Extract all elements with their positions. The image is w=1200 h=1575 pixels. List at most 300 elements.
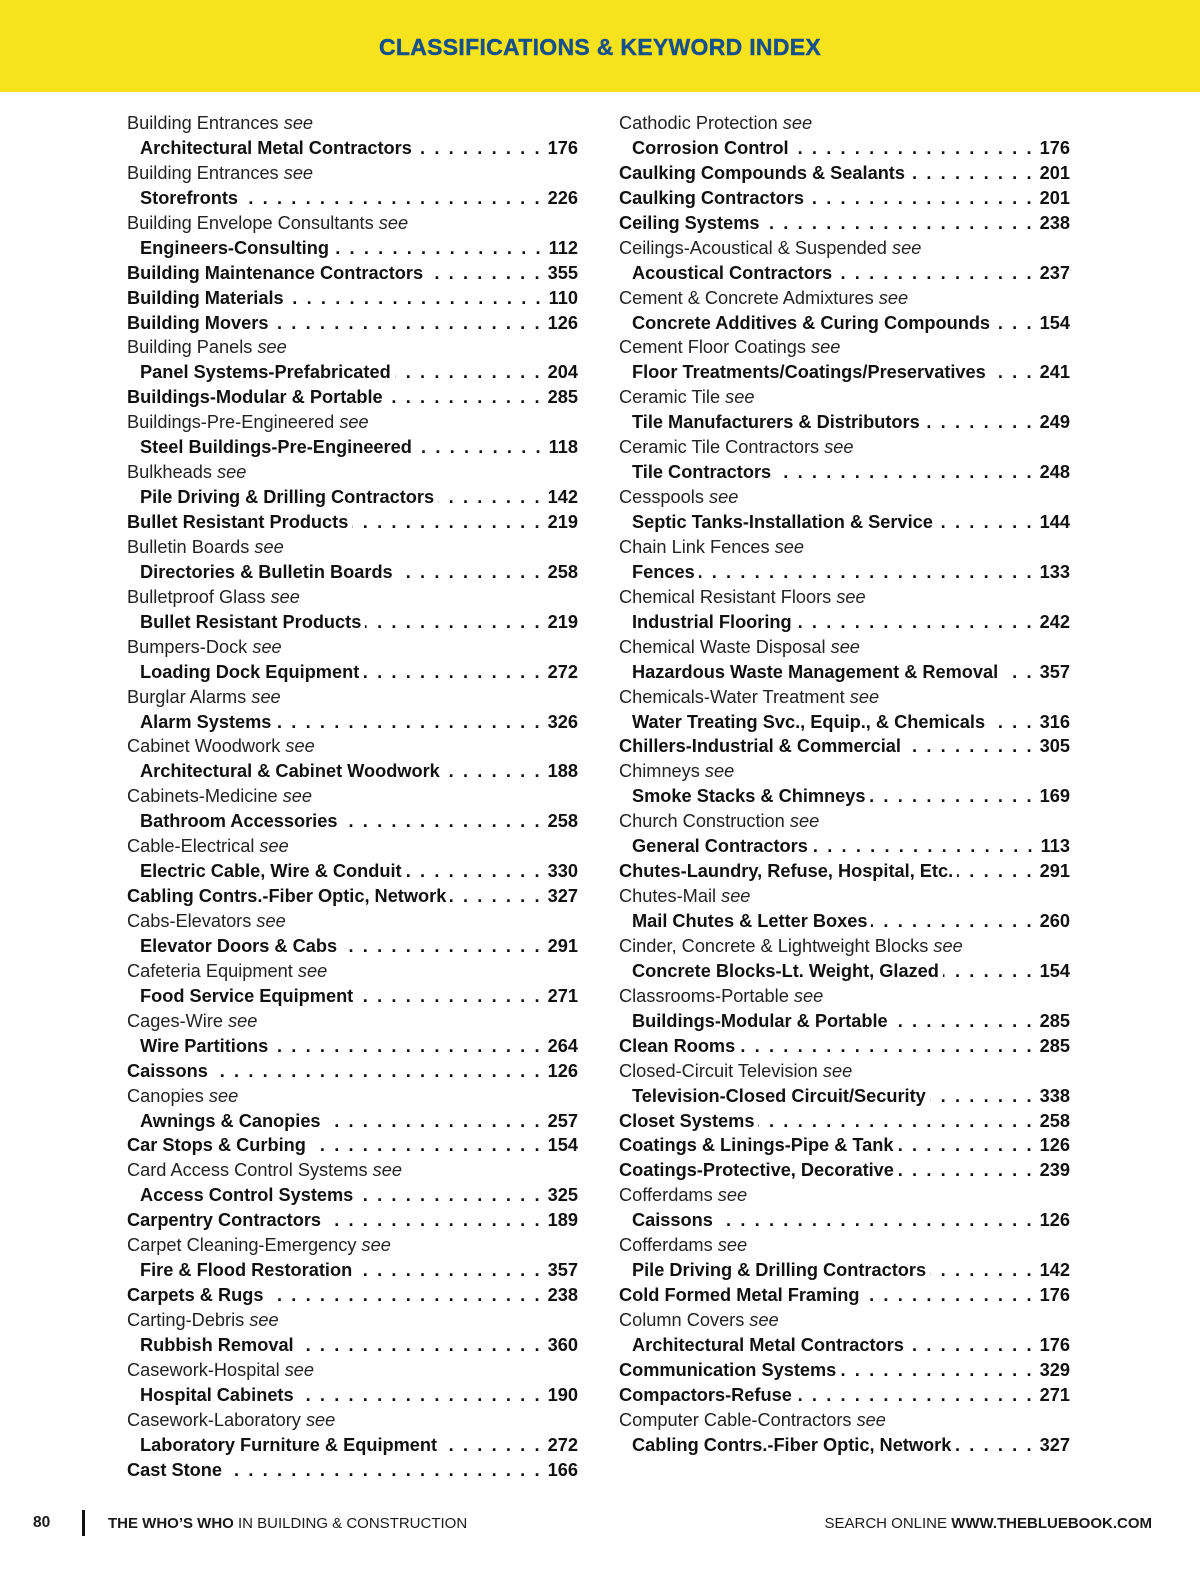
see-term: Chutes-Mail	[619, 886, 717, 907]
index-entry[interactable]	[127, 759, 578, 784]
see-term: Ceramic Tile Contractors	[619, 437, 820, 458]
see-word: see	[257, 337, 287, 358]
entry-name: Car Stops & Curbing	[127, 1135, 306, 1156]
entry-page-number: 257	[547, 1110, 578, 1131]
entry-page-number: 190	[547, 1384, 578, 1405]
index-entry[interactable]	[619, 510, 1070, 535]
dot-leader	[1002, 660, 1033, 685]
index-entry[interactable]	[619, 610, 1070, 635]
index-entry[interactable]	[127, 1133, 578, 1158]
entry-page-number: 285	[547, 387, 578, 408]
dot-leader	[796, 610, 1034, 635]
see-word: see	[878, 287, 909, 308]
see-term: Bumpers-Dock	[127, 636, 248, 657]
publication-name-rest: IN BUILDING & CONSTRUCTION	[233, 1515, 468, 1532]
dot-leader	[930, 1258, 1034, 1283]
index-entry[interactable]	[127, 286, 578, 311]
see-term: Closed-Circuit Television	[619, 1060, 818, 1081]
index-entry[interactable]	[127, 186, 578, 211]
index-see-reference	[619, 984, 1070, 1009]
see-word: see	[270, 586, 300, 607]
index-entry[interactable]	[619, 834, 1070, 859]
index-see-reference	[619, 1308, 1070, 1333]
see-term: Bulkheads	[127, 462, 212, 483]
index-entry[interactable]	[127, 884, 578, 909]
entry-name: Building Movers	[127, 312, 269, 333]
entry-page-number: 126	[1039, 1135, 1070, 1156]
website-line	[824, 1515, 1152, 1532]
see-word: see	[793, 985, 824, 1006]
see-term: Cable-Electrical	[127, 836, 255, 857]
index-entry[interactable]	[619, 1258, 1070, 1283]
index-entry[interactable]	[619, 1358, 1070, 1383]
entry-name: Rubbish Removal	[140, 1334, 294, 1355]
see-term: Building Entrances	[127, 162, 279, 183]
see-term: Column Covers	[619, 1310, 745, 1330]
entry-name: Tile Contractors	[632, 462, 772, 483]
see-word: see	[305, 1409, 336, 1430]
dot-leader	[898, 1158, 1034, 1183]
dot-leader	[298, 1333, 542, 1358]
entry-page-number: 326	[547, 711, 578, 732]
entry-page-number: 272	[547, 1434, 578, 1455]
entry-page-number: 357	[1039, 661, 1070, 682]
footer-divider	[82, 1510, 85, 1536]
entry-name: Television-Closed Circuit/Security	[632, 1085, 926, 1106]
entry-name: Fire & Flood Restoration	[140, 1260, 353, 1281]
index-entry[interactable]	[619, 211, 1070, 236]
dot-leader	[441, 1433, 542, 1458]
index-entry[interactable]	[619, 460, 1070, 485]
dot-leader	[909, 161, 1034, 186]
entry-name: Chillers-Industrial & Commercial	[619, 736, 901, 757]
dot-leader	[341, 934, 542, 959]
dot-leader	[397, 560, 542, 585]
index-see-reference	[619, 435, 1070, 460]
dot-leader	[957, 859, 1033, 884]
entry-page-number: 285	[1039, 1010, 1070, 1031]
dot-leader	[905, 734, 1034, 759]
entry-name: Cabling Contrs.-Fiber Optic, Network	[632, 1434, 952, 1455]
dot-leader	[450, 884, 541, 909]
index-see-reference	[619, 809, 1070, 834]
website-link[interactable]: WWW.THEBLUEBOOK.COM	[951, 1515, 1152, 1532]
see-term: Card Access Control Systems	[127, 1160, 368, 1181]
index-entry[interactable]	[619, 1109, 1070, 1134]
see-term: Building Entrances	[127, 113, 279, 133]
see-term: Carpet Cleaning-Emergency	[127, 1235, 357, 1256]
see-term: Cesspools	[619, 487, 704, 508]
dot-leader	[908, 1333, 1034, 1358]
entry-page-number: 113	[1040, 836, 1070, 857]
dot-leader	[416, 435, 543, 460]
index-entry[interactable]	[619, 784, 1070, 809]
entry-page-number: 154	[1039, 312, 1070, 333]
page-footer	[0, 1510, 1200, 1536]
dot-leader	[310, 1133, 542, 1158]
entry-name: Bullet Resistant Products	[127, 512, 349, 532]
index-entry[interactable]	[127, 236, 578, 261]
index-entry[interactable]	[127, 1258, 578, 1283]
index-see-reference	[619, 884, 1070, 909]
index-see-reference	[619, 485, 1070, 510]
index-see-reference	[619, 585, 1070, 610]
entry-page-number: 305	[1039, 736, 1070, 757]
index-entry[interactable]	[619, 1034, 1070, 1059]
header-banner	[0, 0, 1200, 92]
index-entry[interactable]	[127, 360, 578, 385]
search-label: SEARCH ONLINE	[824, 1515, 952, 1532]
index-see-reference	[127, 635, 578, 660]
see-word: see	[285, 736, 315, 757]
see-word: see	[749, 1310, 779, 1330]
index-entry[interactable]	[127, 435, 578, 460]
index-see-reference	[619, 1183, 1070, 1208]
dot-leader	[937, 510, 1034, 535]
see-term: Ceramic Tile	[619, 387, 721, 408]
dot-leader	[989, 710, 1034, 735]
see-word: see	[721, 886, 751, 907]
see-word: see	[249, 1310, 279, 1330]
see-word: see	[283, 162, 314, 183]
entry-page-number: 118	[548, 437, 578, 458]
index-entry[interactable]	[127, 984, 578, 1009]
dot-leader	[272, 1034, 541, 1059]
entry-page-number: 271	[1039, 1384, 1070, 1405]
index-entry[interactable]	[127, 136, 578, 161]
dot-leader	[864, 1283, 1034, 1308]
dot-leader	[836, 261, 1034, 286]
dot-leader	[990, 360, 1034, 385]
entry-name: Cold Formed Metal Framing	[619, 1285, 860, 1306]
index-entry[interactable]	[619, 1084, 1070, 1109]
see-term: Cages-Wire	[127, 1010, 224, 1031]
index-entry[interactable]	[619, 1333, 1070, 1358]
index-entry[interactable]	[127, 1109, 578, 1134]
see-term: Cabinet Woodwork	[127, 736, 281, 757]
dot-leader	[444, 759, 542, 784]
dot-leader	[758, 1109, 1033, 1134]
see-term: Cathodic Protection	[619, 113, 778, 133]
index-entry[interactable]	[619, 909, 1070, 934]
dot-leader	[808, 186, 1034, 211]
dot-leader	[416, 136, 542, 161]
dot-leader	[775, 460, 1034, 485]
index-entry[interactable]	[619, 1383, 1070, 1408]
dot-leader	[352, 510, 541, 535]
see-term: Chemical Resistant Floors	[619, 586, 832, 607]
entry-name: Cabling Contrs.-Fiber Optic, Network	[127, 886, 447, 907]
entry-name: Electric Cable, Wire & Conduit	[140, 861, 402, 882]
index-entry[interactable]	[127, 1283, 578, 1308]
see-term: Canopies	[127, 1085, 204, 1106]
entry-name: Septic Tanks-Installation & Service	[632, 512, 933, 532]
see-word: see	[824, 437, 854, 458]
index-see-reference	[619, 535, 1070, 560]
entry-name: Pile Driving & Drilling Contractors	[632, 1260, 927, 1281]
entry-page-number: 238	[547, 1285, 578, 1306]
index-entry[interactable]	[127, 610, 578, 635]
dot-leader	[333, 236, 543, 261]
dot-leader	[298, 1383, 542, 1408]
index-entry[interactable]	[619, 186, 1070, 211]
see-term: Computer Cable-Contractors	[619, 1409, 852, 1430]
entry-page-number: 237	[1039, 262, 1070, 283]
index-see-reference	[127, 685, 578, 710]
index-entry[interactable]	[127, 1333, 578, 1358]
page-number: 80	[33, 1514, 51, 1531]
publication-name-bold: THE WHO’S WHO	[108, 1515, 234, 1532]
index-entry[interactable]	[619, 1133, 1070, 1158]
entry-name: Closet Systems	[619, 1110, 755, 1131]
index-entry[interactable]	[127, 1208, 578, 1233]
index-entry[interactable]	[127, 560, 578, 585]
dot-leader	[871, 909, 1033, 934]
entry-name: Storefronts	[140, 187, 239, 208]
entry-name: Architectural Metal Contractors	[632, 1334, 904, 1355]
index-entry[interactable]	[127, 385, 578, 410]
dot-leader	[699, 560, 1034, 585]
entry-page-number: 112	[548, 237, 578, 258]
index-see-reference	[619, 934, 1070, 959]
see-word: see	[284, 1359, 315, 1380]
index-entry[interactable]	[127, 809, 578, 834]
entry-name: Corrosion Control	[632, 137, 789, 158]
entry-page-number: 238	[1039, 212, 1070, 233]
index-see-reference	[619, 286, 1070, 311]
entry-page-number: 189	[547, 1210, 578, 1231]
entry-name: Loading Dock Equipment	[140, 661, 360, 682]
index-entry[interactable]	[619, 959, 1070, 984]
index-entry[interactable]	[619, 1433, 1070, 1458]
entry-page-number: 204	[547, 362, 578, 383]
entry-page-number: 219	[547, 512, 578, 532]
entry-name: Bullet Resistant Products	[140, 611, 362, 632]
entry-page-number: 201	[1039, 187, 1070, 208]
dot-leader	[930, 1084, 1034, 1109]
entry-name: Buildings-Modular & Portable	[127, 387, 383, 408]
dot-leader	[955, 1433, 1033, 1458]
entry-name: Caissons	[127, 1060, 208, 1081]
index-entry[interactable]	[127, 1433, 578, 1458]
index-entry[interactable]	[619, 1009, 1070, 1034]
entry-page-number: 219	[547, 611, 578, 632]
entry-name: Awnings & Canopies	[140, 1110, 321, 1131]
dot-leader	[892, 1009, 1034, 1034]
index-entry[interactable]	[619, 360, 1070, 385]
index-entry[interactable]	[127, 1458, 578, 1483]
entry-name: Smoke Stacks & Chimneys	[632, 786, 866, 807]
index-entry[interactable]	[127, 1034, 578, 1059]
entry-page-number: 226	[547, 187, 578, 208]
dot-leader	[898, 1133, 1034, 1158]
entry-name: Architectural Metal Contractors	[140, 137, 412, 158]
index-entry[interactable]	[127, 859, 578, 884]
entry-name: Compactors-Refuse	[619, 1384, 792, 1405]
entry-name: Concrete Blocks-Lt. Weight, Glazed	[632, 960, 939, 981]
dot-leader	[212, 1059, 542, 1084]
dot-leader	[395, 360, 542, 385]
index-entry[interactable]	[127, 710, 578, 735]
index-see-reference	[127, 909, 578, 934]
entry-name: Carpets & Rugs	[127, 1285, 264, 1306]
index-see-reference	[619, 335, 1070, 360]
index-entry[interactable]	[619, 710, 1070, 735]
entry-page-number: 355	[547, 262, 578, 283]
see-word: see	[856, 1409, 886, 1430]
index-see-reference	[619, 1059, 1070, 1084]
entry-page-number: 330	[547, 861, 578, 882]
see-word: see	[708, 487, 739, 508]
index-see-reference	[127, 1408, 578, 1433]
entry-name: Bathroom Accessories	[140, 811, 338, 832]
index-entry[interactable]	[127, 510, 578, 535]
entry-name: Caulking Compounds & Sealants	[619, 162, 905, 183]
entry-page-number: 258	[547, 561, 578, 582]
entry-page-number: 258	[547, 811, 578, 832]
see-word: see	[282, 786, 313, 807]
index-entry[interactable]	[127, 934, 578, 959]
see-word: see	[789, 811, 820, 832]
entry-page-number: 110	[548, 287, 578, 308]
index-entry[interactable]	[127, 660, 578, 685]
index-entry[interactable]	[127, 311, 578, 336]
entry-page-number: 249	[1039, 412, 1070, 433]
index-entry[interactable]	[127, 1059, 578, 1084]
dot-leader	[341, 809, 541, 834]
see-term: Buildings-Pre-Engineered	[127, 412, 335, 433]
entry-name: Concrete Additives & Curing Compounds	[632, 312, 991, 333]
entry-page-number: 201	[1039, 162, 1070, 183]
dot-leader	[438, 485, 542, 510]
index-see-reference	[127, 784, 578, 809]
index-see-reference	[619, 111, 1070, 136]
see-term: Cofferdams	[619, 1185, 713, 1206]
see-word: see	[259, 836, 289, 857]
see-word: see	[378, 212, 409, 233]
see-term: Cafeteria Equipment	[127, 960, 293, 981]
entry-name: Fences	[632, 561, 695, 582]
entry-name: Laboratory Furniture & Equipment	[140, 1434, 438, 1455]
entry-page-number: 242	[1039, 611, 1070, 632]
index-entry[interactable]	[619, 1283, 1070, 1308]
entry-page-number: 169	[1039, 786, 1070, 807]
see-term: Cement & Concrete Admixtures	[619, 287, 874, 308]
see-word: see	[811, 337, 841, 358]
see-term: Church Construction	[619, 811, 785, 832]
index-entry[interactable]	[619, 859, 1070, 884]
entry-name: Clean Rooms	[619, 1035, 736, 1056]
dot-leader	[427, 261, 542, 286]
see-word: see	[717, 1185, 748, 1206]
entry-name: Access Control Systems	[140, 1185, 354, 1206]
entry-page-number: 154	[547, 1135, 578, 1156]
dot-leader	[365, 610, 541, 635]
dot-leader	[812, 834, 1035, 859]
index-entry[interactable]	[127, 485, 578, 510]
dot-leader	[387, 385, 542, 410]
dot-leader	[793, 136, 1034, 161]
index-see-reference	[127, 460, 578, 485]
entry-page-number: 258	[1039, 1110, 1070, 1131]
entry-page-number: 357	[547, 1260, 578, 1281]
see-word: see	[217, 462, 247, 483]
index-entry[interactable]	[127, 1383, 578, 1408]
dot-leader	[272, 311, 541, 336]
entry-page-number: 271	[547, 985, 578, 1006]
see-term: Casework-Hospital	[127, 1359, 280, 1380]
dot-leader	[357, 1183, 541, 1208]
see-word: see	[251, 686, 281, 707]
index-see-reference	[127, 535, 578, 560]
entry-page-number: 188	[547, 761, 578, 782]
see-word: see	[283, 113, 314, 133]
see-word: see	[252, 636, 282, 657]
index-entry[interactable]	[127, 1183, 578, 1208]
entry-page-number: 325	[547, 1185, 578, 1206]
entry-page-number: 126	[547, 1060, 578, 1081]
index-column-right	[619, 111, 1070, 1458]
see-word: see	[822, 1060, 853, 1081]
entry-page-number: 154	[1039, 960, 1070, 981]
dot-leader	[840, 1358, 1033, 1383]
see-word: see	[782, 113, 813, 133]
see-word: see	[830, 636, 860, 657]
entry-name: Building Materials	[127, 287, 284, 308]
index-entry[interactable]	[619, 161, 1070, 186]
dot-leader	[717, 1208, 1034, 1233]
index-entry[interactable]	[619, 261, 1070, 286]
entry-name: Buildings-Modular & Portable	[632, 1010, 888, 1031]
dot-leader	[275, 710, 541, 735]
dot-leader	[764, 211, 1034, 236]
entry-page-number: 241	[1039, 362, 1070, 383]
index-entry[interactable]	[619, 560, 1070, 585]
see-word: see	[725, 387, 755, 408]
see-word: see	[339, 412, 369, 433]
entry-page-number: 176	[1039, 137, 1070, 158]
entry-name: Engineers-Consulting	[140, 237, 329, 258]
index-entry[interactable]	[127, 261, 578, 286]
index-entry[interactable]	[619, 136, 1070, 161]
dot-leader	[406, 859, 542, 884]
entry-name: Alarm Systems	[140, 711, 272, 732]
index-see-reference	[127, 959, 578, 984]
entry-page-number: 260	[1039, 911, 1070, 931]
index-entry[interactable]	[619, 660, 1070, 685]
index-entry[interactable]	[619, 410, 1070, 435]
see-term: Chimneys	[619, 761, 700, 782]
entry-page-number: 239	[1039, 1160, 1070, 1181]
publication-name	[108, 1515, 467, 1532]
see-word: see	[891, 237, 922, 258]
index-entry[interactable]	[619, 734, 1070, 759]
index-see-reference	[127, 585, 578, 610]
index-see-reference	[619, 685, 1070, 710]
dot-leader	[924, 410, 1034, 435]
see-term: Chemicals-Water Treatment	[619, 686, 845, 707]
entry-name: Hazardous Waste Management & Removal	[632, 661, 999, 682]
index-entry[interactable]	[619, 1208, 1070, 1233]
index-entry[interactable]	[619, 1158, 1070, 1183]
see-word: see	[297, 960, 328, 981]
entry-page-number: 126	[547, 312, 578, 333]
index-see-reference	[127, 834, 578, 859]
entry-name: Tile Manufacturers & Distributors	[632, 412, 920, 433]
see-term: Classrooms-Portable	[619, 985, 789, 1006]
see-term: Bulletin Boards	[127, 536, 250, 557]
index-entry[interactable]	[619, 311, 1070, 336]
